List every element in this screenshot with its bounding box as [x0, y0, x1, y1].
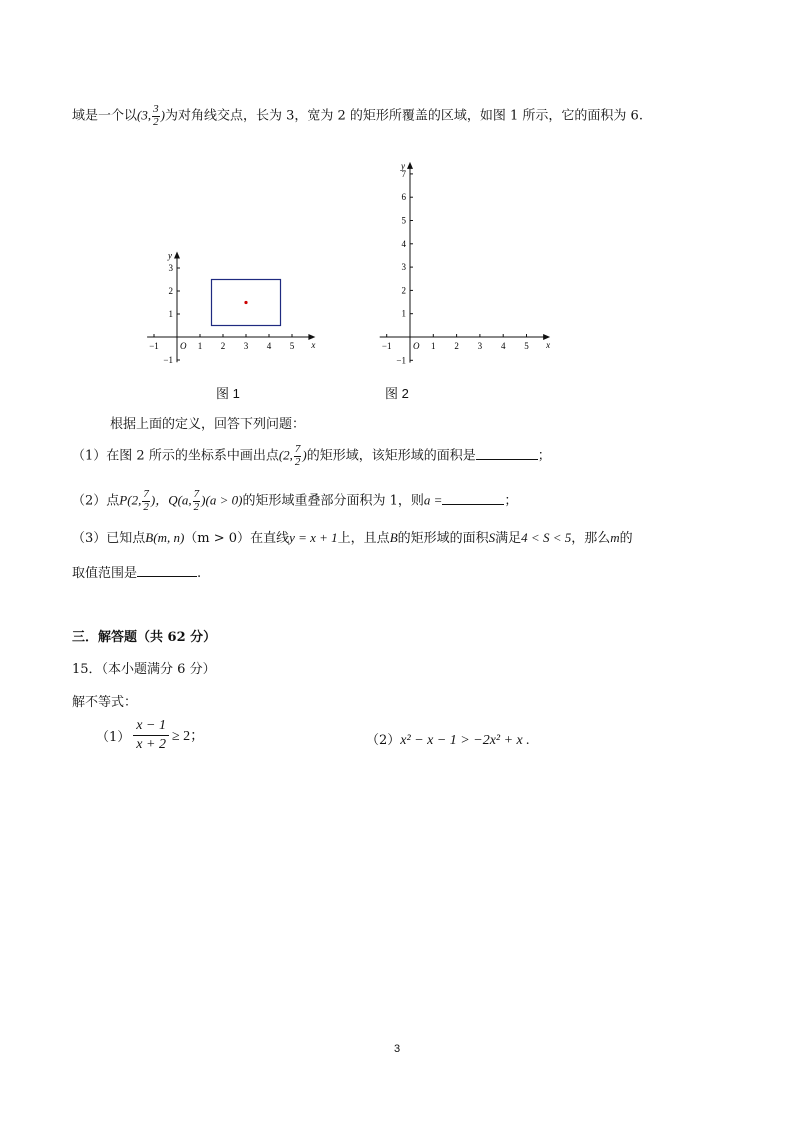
fig1-x-tick-label: −1 — [149, 341, 159, 351]
answer-blank-2[interactable] — [442, 492, 504, 505]
text-segment: 的 — [619, 531, 633, 546]
point-b: B(m, n) — [145, 530, 185, 545]
fig1-x-label: x — [311, 340, 316, 350]
area-inequality: 4 < S < 5 — [521, 530, 572, 545]
item-number: （2） — [366, 733, 401, 748]
question-number: （1） — [72, 448, 107, 464]
fig1-y-tick-label: 1 — [168, 309, 173, 319]
answer-blank-3[interactable] — [137, 564, 197, 577]
fig2-y-tick-label: 5 — [401, 215, 406, 226]
frac-num: 7 — [294, 443, 301, 455]
fraction-seven-halves — [294, 444, 302, 468]
fraction-seven-halves — [193, 489, 201, 513]
condition-m-positive: （m > 0） — [184, 531, 251, 546]
text-segment: ； — [504, 493, 518, 509]
text-segment: 的矩形域的面积 — [397, 531, 489, 546]
fig2-y-tick-label: 6 — [401, 192, 406, 203]
text-segment: 上，且点 — [337, 531, 390, 546]
point-open: (2, — [278, 447, 293, 463]
fig2-y-tick-label: 3 — [401, 262, 406, 273]
problem-15-heading: 15．（本小题满分 6 分） — [72, 662, 216, 677]
fig2-x-tick-label: 1 — [431, 341, 436, 351]
instructions-text: 根据上面的定义，回答下列问题： — [110, 417, 306, 432]
question-2 — [72, 489, 517, 513]
area-s-label: S — [488, 530, 496, 545]
fig1-y-tick-label: −1 — [163, 355, 173, 365]
frac-num: x − 1 — [133, 717, 169, 736]
fig2-y-label: y — [401, 160, 405, 171]
fig2-y-tick-label: 1 — [401, 308, 406, 319]
fig2-x-label: x — [546, 340, 551, 350]
inequality-rest: ≥ 2； — [171, 729, 205, 744]
frac-num: 7 — [143, 488, 149, 500]
fig1-x-tick-label: 4 — [266, 341, 272, 351]
frac-den: 2 — [143, 500, 149, 513]
text-segment: 已知点 — [106, 531, 146, 546]
section-heading: 三．解答题（共 62 分） — [72, 630, 217, 645]
line-equation: y = x + 1 — [289, 530, 338, 545]
fraction-three-halves — [152, 104, 160, 128]
question-3-line-2 — [72, 562, 201, 581]
a-equals: a = — [423, 492, 443, 508]
inequality-2 — [366, 729, 530, 749]
fig1-origin-label: O — [180, 341, 187, 351]
fig2-x-tick-label: 3 — [477, 341, 483, 351]
text-segment: ，那么 — [571, 531, 611, 546]
fig2-y-tick-label: 7 — [401, 168, 406, 179]
text-segment: 的矩形域，该矩形域的面积是 — [306, 448, 476, 464]
text-segment: 在直线 — [250, 531, 290, 546]
question-1 — [72, 444, 551, 468]
question-number: （3） — [72, 531, 107, 546]
frac-den: 2 — [294, 455, 301, 468]
fig1-x-tick-label: 5 — [289, 341, 295, 351]
figure-1-coordinate-plane — [145, 248, 315, 373]
text-segment: 满足 — [495, 531, 522, 546]
frac-den: x + 2 — [136, 736, 166, 752]
item-number: （1） — [96, 729, 131, 745]
point-close: ) — [302, 447, 307, 463]
text-segment: 取值范围是 — [72, 566, 138, 581]
fig2-x-tick-label: 5 — [524, 341, 529, 351]
solve-instruction: 解不等式： — [72, 695, 138, 710]
frac-num: 7 — [193, 488, 200, 500]
inequality-expression: x² − x − 1 > −2x² + x . — [400, 733, 530, 748]
text-segment: 为对角线交点，长为 3，宽为 2 的矩形所覆盖的区域，如图 1 所示，它的面积为 6. — [164, 108, 643, 124]
fraction-seven-halves — [142, 489, 150, 513]
fig2-y-tick-label: −1 — [396, 355, 406, 366]
answer-blank-1[interactable] — [476, 447, 538, 460]
frac-den: 2 — [153, 115, 159, 128]
point-open: (a, — [177, 492, 192, 508]
frac-den: 2 — [193, 500, 200, 513]
text-segment: 点 — [106, 493, 120, 509]
question-3 — [72, 527, 633, 546]
text-segment: ； — [537, 448, 551, 464]
text-segment: . — [197, 566, 202, 581]
fig1-x-tick-label: 1 — [197, 341, 203, 351]
fig2-y-tick-label: 2 — [401, 285, 406, 296]
fig2-x-tick-label: 4 — [500, 341, 506, 351]
figure-1-caption: 图 1 — [216, 386, 240, 401]
fig2-x-tick-label: −1 — [381, 341, 392, 351]
page-number: 3 — [394, 1043, 401, 1055]
fraction-inequality — [133, 717, 169, 753]
fig1-y-arrow — [174, 252, 180, 259]
text-segment: 域是一个以 — [72, 108, 138, 124]
fig2-x-tick-label: 2 — [454, 341, 459, 351]
fig1-y-label: y — [168, 250, 172, 261]
inequality-1 — [96, 717, 204, 753]
text-segment: 在图 2 所示的坐标系中画出点 — [106, 448, 279, 464]
point-b-label: B — [389, 530, 398, 545]
frac-num: 3 — [153, 103, 159, 115]
figure-2-coordinate-plane — [370, 150, 551, 372]
point-close: )， — [150, 492, 169, 508]
center-point — [244, 301, 247, 304]
intro-definition-line — [72, 104, 643, 128]
fig1-x-tick-label: 3 — [243, 341, 249, 351]
point-close: ) — [160, 107, 165, 123]
question-number: （2） — [72, 493, 107, 509]
point-p-label: P — [119, 492, 128, 508]
fig1-x-tick-label: 2 — [220, 341, 226, 351]
text-segment: 的矩形域重叠部分面积为 1，则 — [242, 493, 424, 509]
point-q-label: Q — [168, 492, 178, 508]
m-label: m — [610, 530, 620, 545]
point-open: (2, — [127, 492, 142, 508]
point-open: (3, — [137, 107, 152, 123]
figure-2-caption: 图 2 — [385, 386, 409, 401]
fig1-y-tick-label: 3 — [168, 263, 173, 273]
fig2-y-arrow — [407, 162, 413, 169]
fig1-y-tick-label: 2 — [168, 286, 173, 296]
condition-a-positive: )(a > 0) — [201, 492, 243, 508]
fig2-y-tick-label: 4 — [401, 238, 406, 249]
fig2-origin-label: O — [413, 341, 420, 351]
